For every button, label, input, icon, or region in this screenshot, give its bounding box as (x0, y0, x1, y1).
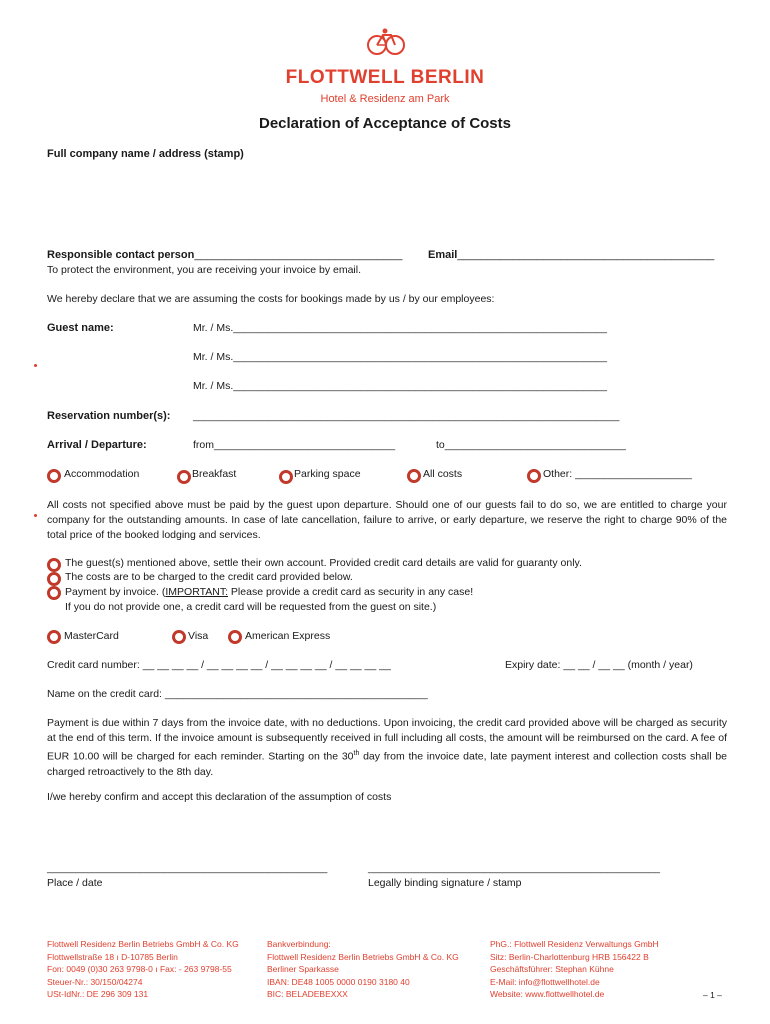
guest-name-field[interactable]: Mr. / Ms.________________________________________________________________ (193, 380, 607, 392)
confirm-text: I/we hereby confirm and accept this declaration of the assumption of costs (47, 791, 392, 803)
footer-bank (267, 938, 459, 1001)
footer-line: USt-IdNr.: DE 296 309 131 (47, 989, 149, 999)
footer-line: Fon: 0049 (0)30 263 9798-0 ı Fax: - 263 9798-55 (47, 964, 232, 974)
option-credit-card-label: The costs are to be charged to the credit card provided below. (65, 571, 353, 583)
radio-all-costs[interactable] (407, 469, 421, 483)
option-parking-label: Parking space (294, 468, 361, 480)
footer-line: PhG.: Flottwell Residenz Verwaltungs GmbH (490, 939, 659, 949)
footer-line: BIC: BELADEBEXXX (267, 989, 348, 999)
contact-row (47, 249, 402, 261)
footer-line: Sitz: Berlin-Charlottenburg HRB 156422 B (490, 951, 649, 962)
place-date-label: Place / date (47, 877, 103, 889)
guest-name-field[interactable]: Mr. / Ms.________________________________________________________________ (193, 351, 607, 363)
environment-note: To protect the environment, you are receiving your invoice by email. (47, 264, 361, 276)
footer-line: Bankverbindung: (267, 939, 331, 949)
signature-label: Legally binding signature / stamp (368, 877, 522, 889)
expiry-date-field[interactable]: Expiry date: __ __ / __ __ (month / year) (505, 659, 693, 671)
mastercard-label: MasterCard (64, 630, 119, 642)
radio-invoice[interactable] (47, 586, 61, 600)
footer-line: Steuer-Nr.: 30/150/04274 (47, 976, 143, 987)
brand-name: FLOTTWELL BERLIN (285, 67, 485, 88)
invoice-text-pre: Payment by invoice. ( (65, 586, 166, 598)
radio-accommodation[interactable] (47, 469, 61, 483)
option-accommodation-label: Accommodation (64, 468, 140, 480)
option-other-field[interactable]: Other: ____________________ (543, 468, 692, 480)
radio-amex[interactable] (228, 630, 242, 644)
email-field[interactable]: __________________________________________ (457, 249, 715, 261)
company-stamp-label: Full company name / address (stamp) (47, 148, 244, 160)
invoice-important: IMPORTANT: (165, 586, 229, 598)
declare-text: We hereby declare that we are assuming the costs for bookings made by us / by our employees: (47, 293, 495, 305)
footer-line: Berliner Sparkasse (267, 964, 339, 974)
departure-to-field[interactable]: to_______________________________ (436, 439, 626, 451)
payment-terms (47, 716, 727, 780)
option-guest-settles-label: The guest(s) mentioned above, settle their own account. Provided credit card details are valid for guaranty only. (65, 557, 582, 569)
amex-label: American Express (245, 630, 331, 642)
footer-line: Flottwellstraße 18 ı D-10785 Berlin (47, 951, 178, 962)
radio-credit-card[interactable] (47, 572, 61, 586)
contact-label: Responsible contact person (47, 249, 195, 261)
radio-mastercard[interactable] (47, 630, 61, 644)
payment-terms-part2: day from the invoice date, late payment interest and collection costs shall be charged retroactively to the 8th day. (47, 750, 727, 778)
option-breakfast-label: Breakfast (192, 468, 237, 480)
document-title: Declaration of Acceptance of Costs (258, 115, 511, 132)
card-name-field[interactable]: Name on the credit card: _____________________________________________ (47, 688, 428, 700)
guest-name-label: Guest name: (47, 322, 114, 334)
radio-breakfast[interactable] (177, 470, 191, 484)
payment-terms-sup: th (353, 750, 360, 757)
footer-line: Geschäftsführer: Stephan Kühne (490, 964, 614, 974)
radio-guest-settles[interactable] (47, 558, 61, 572)
footer-line: Flottwell Residenz Berlin Betriebs GmbH & Co. KG (267, 951, 459, 962)
footer-email[interactable]: E-Mail: info@flottwellhotel.de (490, 976, 600, 987)
footer-company (47, 938, 239, 1001)
email-row (428, 249, 714, 261)
signature-field[interactable]: __________________________________________________ (368, 862, 660, 874)
visa-label: Visa (188, 630, 209, 642)
brand-subtitle: Hotel & Residenz am Park (320, 93, 450, 105)
margin-mark (34, 364, 37, 367)
option-all-costs-label: All costs (423, 468, 463, 480)
contact-field[interactable]: __________________________________ (194, 249, 403, 261)
email-label: Email (428, 249, 458, 261)
bicycle-logo-icon (365, 27, 407, 59)
place-date-field[interactable]: ________________________________________________ (47, 862, 328, 874)
reservation-label: Reservation number(s): (47, 410, 171, 422)
invoice-note: If you do not provide one, a credit card will be requested from the guest on site.) (65, 601, 437, 613)
option-invoice-label (65, 586, 473, 598)
footer-line: IBAN: DE48 1005 0000 0190 3180 40 (267, 976, 410, 987)
radio-visa[interactable] (172, 630, 186, 644)
invoice-text-post: Please provide a credit card as security in any case! (228, 586, 474, 598)
guest-name-field[interactable]: Mr. / Ms.________________________________________________________________ (193, 322, 607, 334)
credit-card-number-field[interactable]: Credit card number: __ __ __ __ / __ __ __ __ / __ __ __ __ / __ __ __ __ (47, 659, 391, 671)
arrival-from-field[interactable]: from_______________________________ (193, 439, 396, 451)
radio-other[interactable] (527, 469, 541, 483)
costs-paragraph: All costs not specified above must be paid by the guest upon departure. Should one of our guests fail to do so, we are entitled to charge your company for the outstanding amounts. In case of late cancellation, failure to arrive, or early departure, we reserve the right to charge 90% of the total price of the booked lodging and services. (47, 499, 727, 541)
footer-website[interactable]: Website: www.flottwellhotel.de (490, 989, 605, 999)
radio-parking[interactable] (279, 470, 293, 484)
page-number: – 1 – (703, 990, 722, 1000)
payment-terms-part1: Payment is due within 7 days from the invoice date, with no deductions. Upon invoicing, the credit card provided above will be charged as security at the end of this term. If the invoice amount is subsequently received in full including all costs, the amount will be reimbursed on the card. A fee of EUR 10.00 will be charged for each reminder. Starting on the 30 (47, 717, 727, 763)
footer-management (490, 938, 659, 1001)
arrival-label: Arrival / Departure: (47, 439, 147, 451)
margin-mark (34, 514, 37, 517)
reservation-field[interactable]: _________________________________________________________________________ (193, 410, 620, 422)
footer-line: Flottwell Residenz Berlin Betriebs GmbH & Co. KG (47, 939, 239, 949)
